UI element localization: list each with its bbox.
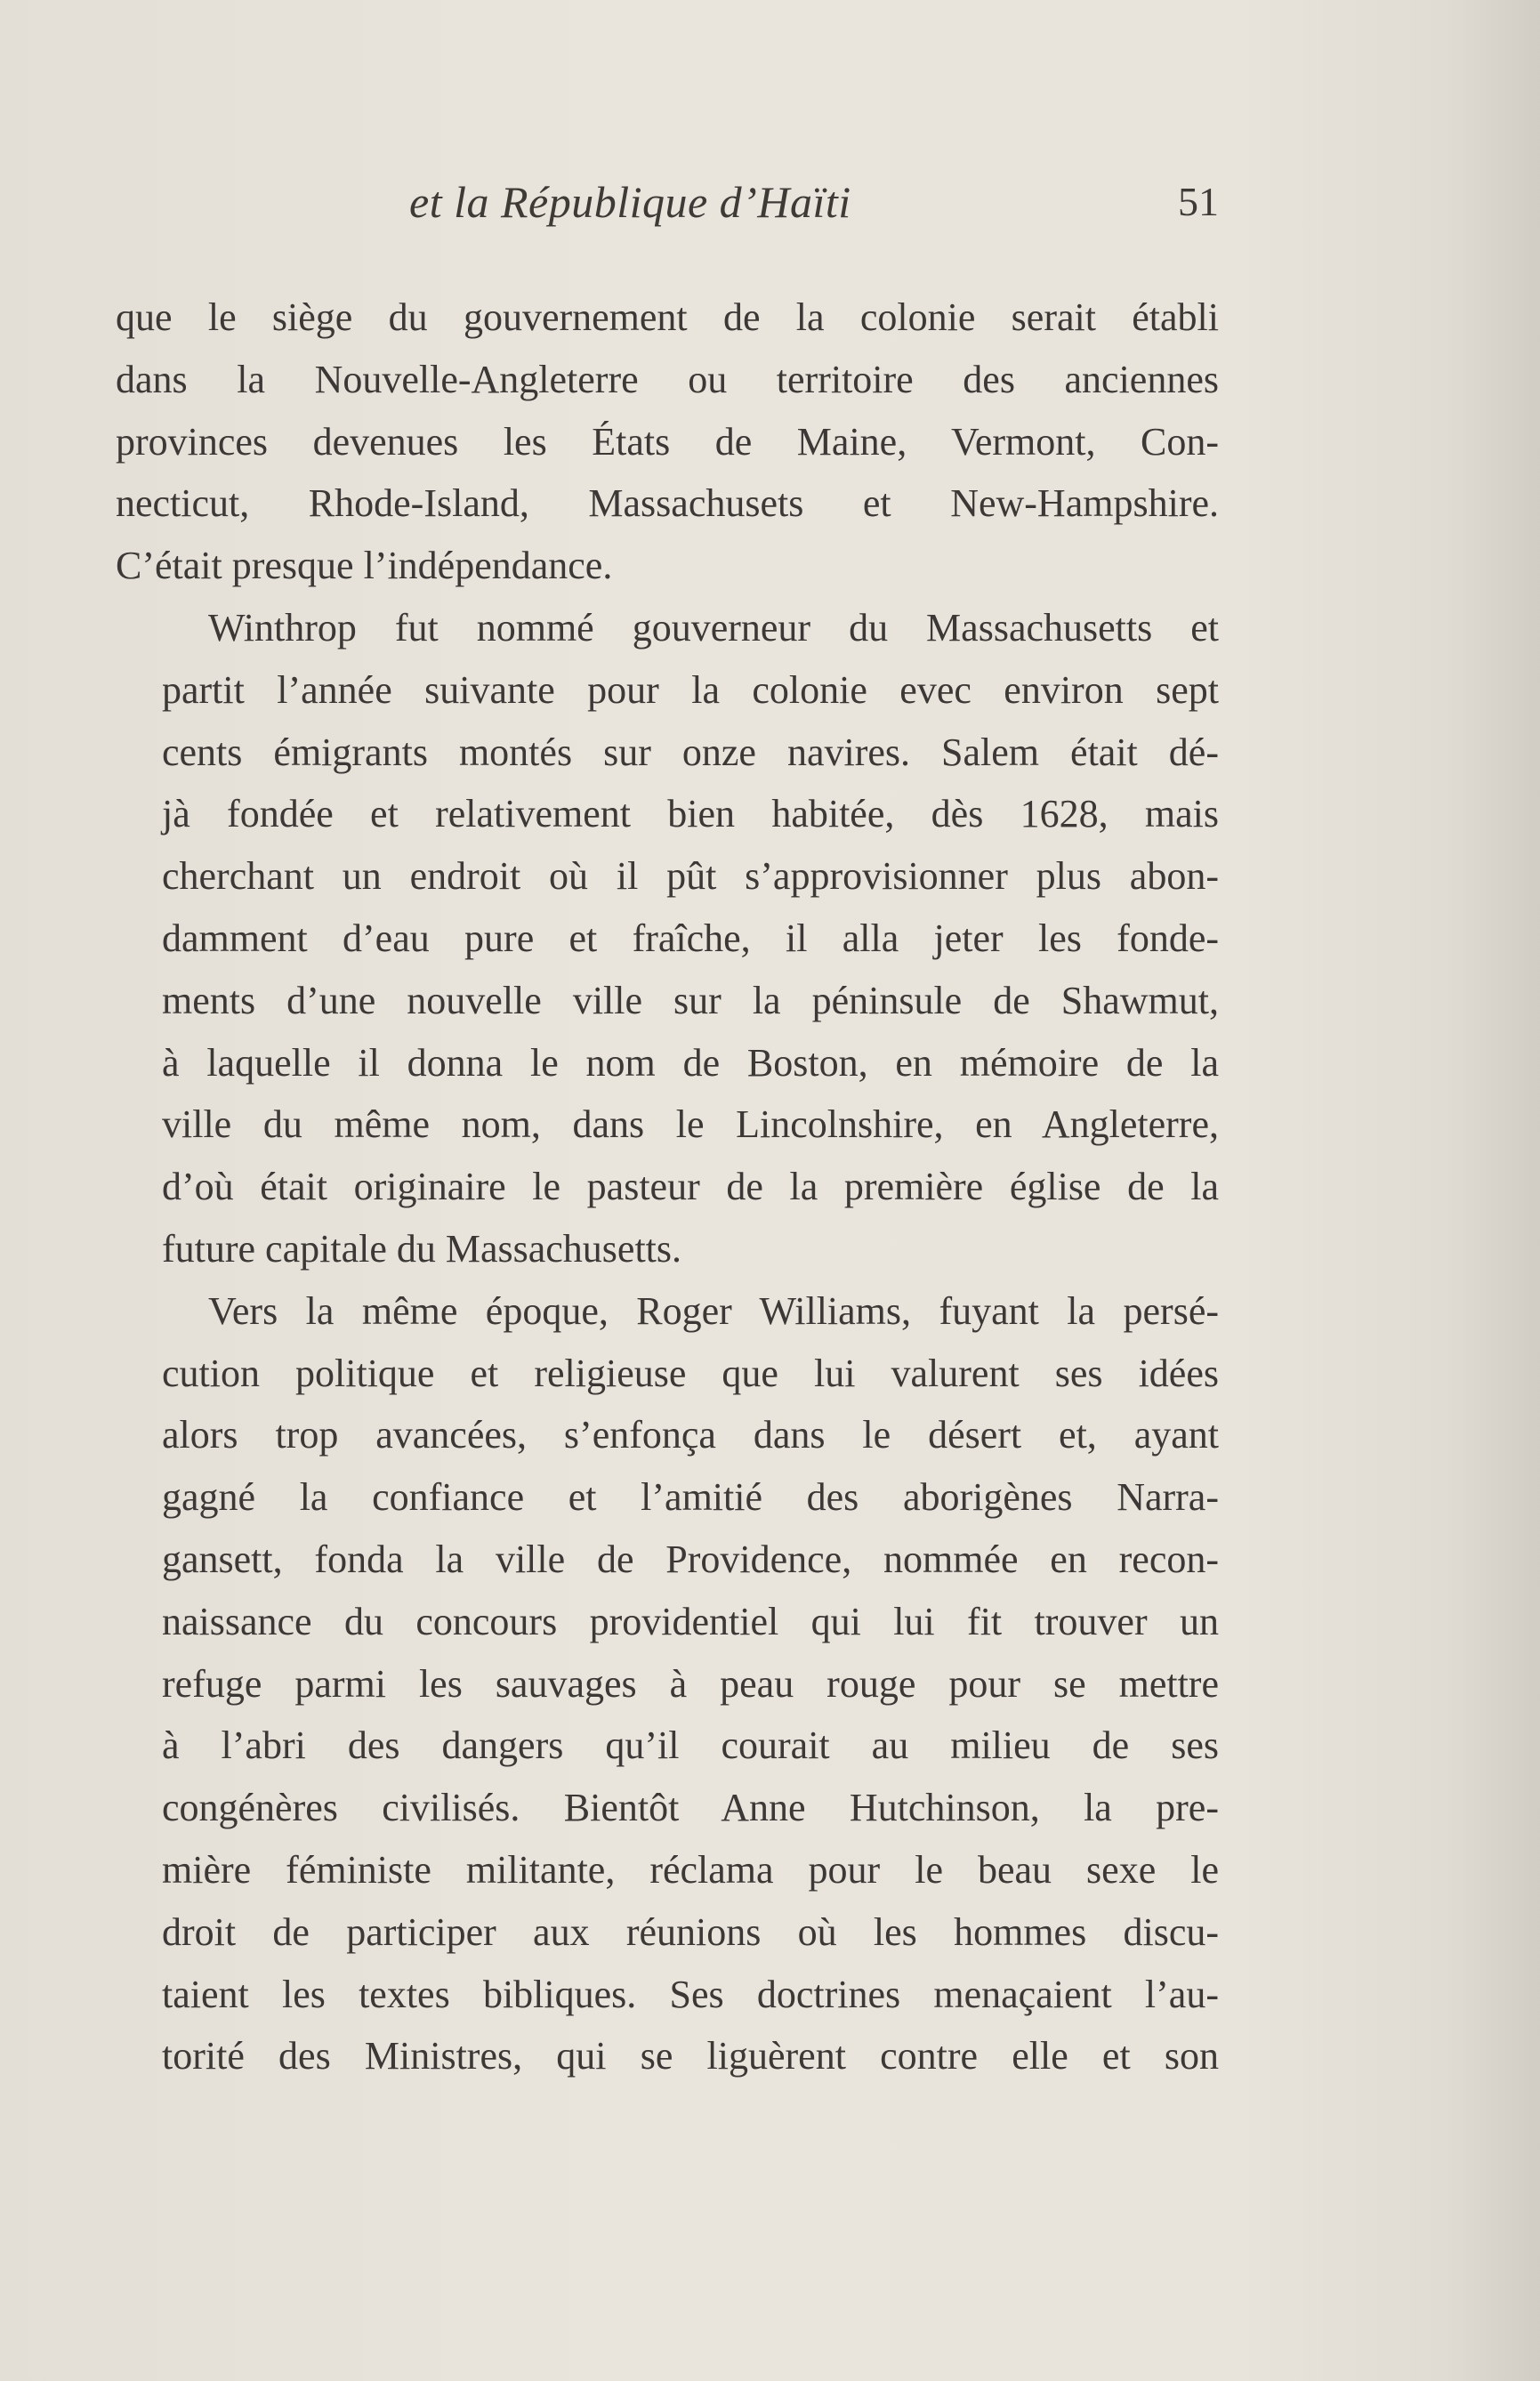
text-line: alors trop avancées, s’enfonça dans le désert et, ayant [162, 1413, 1219, 1457]
page-edge-shadow [1442, 0, 1540, 2381]
text-line: congénères civilisés. Bientôt Anne Hutchinson, la pre- [162, 1786, 1219, 1830]
paragraph-3 [116, 1280, 1219, 2087]
text-line: gansett, fonda la ville de Providence, nommée en recon- [162, 1537, 1219, 1581]
text-line: jà fondée et relativement bien habitée, dès 1628, mais [162, 792, 1219, 836]
text-line: cents émigrants montés sur onze navires. Salem était dé- [162, 730, 1219, 774]
page-number: 51 [1178, 179, 1219, 224]
text-line: refuge parmi les sauvages à peau rouge pour se mettre [162, 1661, 1219, 1706]
text-line: d’où était originaire le pasteur de la première église de la [162, 1165, 1219, 1209]
text-line: cherchant un endroit où il pût s’approvisionner plus abon- [162, 854, 1219, 899]
text-line: damment d’eau pure et fraîche, il alla jeter les fonde- [162, 916, 1219, 960]
text-line: mière féministe militante, réclama pour le beau sexe le [162, 1847, 1219, 1892]
text-line: ville du même nom, dans le Lincolnshire, en Angleterre, [162, 1102, 1219, 1147]
paragraph-2 [116, 597, 1219, 1280]
running-title: et la République d’Haïti [409, 177, 851, 227]
body-text [116, 287, 1219, 2087]
text-line: taient les textes bibliques. Ses doctrines menaçaient l’au- [162, 1972, 1219, 2016]
text-line: Winthrop fut nommé gouverneur du Massachusetts et [208, 605, 1219, 650]
text-line: dans la Nouvelle-Angleterre ou territoire des anciennes [116, 357, 1219, 401]
text-line: que le siège du gouvernement de la colonie serait établi [116, 295, 1219, 339]
text-line: Vers la même époque, Roger Williams, fuyant la persé- [208, 1288, 1219, 1333]
text-line: à l’abri des dangers qu’il courait au milieu de ses [162, 1723, 1219, 1768]
text-line: partit l’année suivante pour la colonie evec environ sept [162, 667, 1219, 712]
text-line: provinces devenues les États de Maine, Vermont, Con- [116, 419, 1219, 464]
text-line: future capitale du Massachusetts. [162, 1226, 682, 1271]
text-line: necticut, Rhode-Island, Massachusets et New-Hampshire. [116, 481, 1219, 526]
text-line: droit de participer aux réunions où les hommes discu- [162, 1909, 1219, 1954]
text-line: gagné la confiance et l’amitié des aborigènes Narra- [162, 1475, 1219, 1520]
text-line: ments d’une nouvelle ville sur la péninsule de Shawmut, [162, 978, 1219, 1022]
text-line: cution politique et religieuse que lui valurent ses idées [162, 1351, 1219, 1395]
text-line: torité des Ministres, qui se liguèrent contre elle et son [162, 2034, 1219, 2078]
paragraph-1 [116, 287, 1219, 597]
text-line: C’était presque l’indépendance. [116, 544, 613, 588]
page-header [116, 176, 1219, 247]
text-line: naissance du concours providentiel qui lui fit trouver un [162, 1599, 1219, 1643]
text-line: à laquelle il donna le nom de Boston, en mémoire de la [162, 1040, 1219, 1085]
